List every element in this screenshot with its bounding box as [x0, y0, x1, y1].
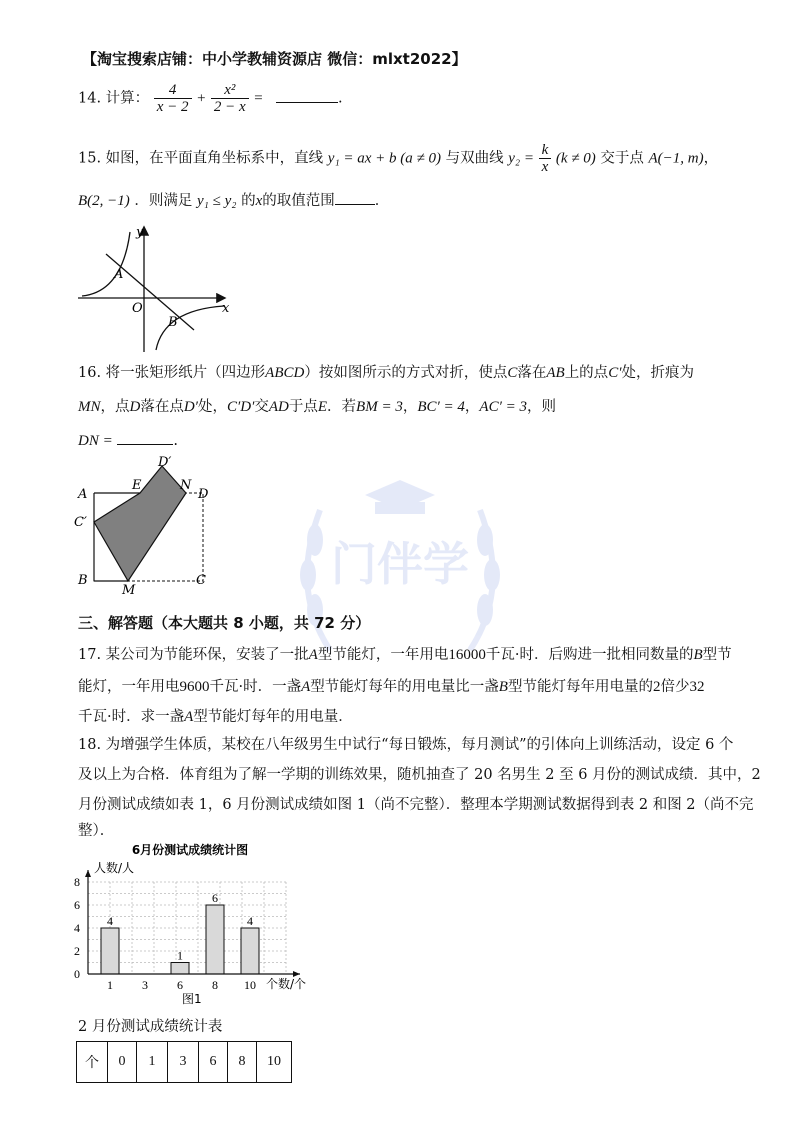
q16-label-m: M	[122, 583, 136, 596]
q15-line-equation: y₁ = ax + b (a ≠ 0)	[327, 150, 442, 167]
q17-2: 2	[652, 679, 661, 695]
bar-value-label: 1	[177, 948, 183, 963]
bar	[241, 928, 259, 974]
q15-figure	[74, 222, 234, 357]
q16-label-e: E	[132, 478, 142, 493]
q15-text-a: 15. 如图，在平面直角坐标系中，直线	[78, 150, 324, 167]
q14-fraction-2	[211, 82, 249, 115]
question-17-line-1	[78, 644, 732, 666]
q17-a: A	[308, 647, 318, 663]
bar	[171, 963, 189, 975]
q16-label-cprime: C′	[74, 515, 87, 530]
q16-label-b: B	[78, 573, 88, 588]
q15-label-a: A	[114, 267, 124, 282]
x-tick-label: 10	[244, 978, 256, 992]
watermark-text: 门伴学	[331, 537, 469, 591]
q15-text-d: ．则满足	[134, 193, 193, 209]
q15-label-x: x	[222, 301, 230, 316]
question-18-line-4: 整）．	[78, 823, 115, 839]
q15-hyperbola-fraction	[539, 142, 552, 175]
q14-fraction-1	[154, 82, 192, 115]
q14-eq: =	[253, 90, 264, 107]
q16-e: E	[317, 399, 328, 415]
table-cell: 0	[108, 1042, 137, 1083]
q16-text-k: ．若	[327, 399, 357, 415]
q17-text-d: 型节	[702, 647, 732, 663]
q15-text-b: 与双曲线	[445, 150, 504, 167]
q17-a-2: A	[301, 679, 311, 695]
q16-sep-2: ，	[464, 399, 480, 415]
q15-inequality: y₁ ≤ y₂	[197, 193, 237, 209]
q16-dn: DN =	[78, 433, 113, 449]
table-cell: 10	[257, 1042, 292, 1083]
x-tick-label: 3	[142, 978, 148, 992]
q16-ab: AB	[546, 365, 565, 381]
q17-text-e: 能灯，一年用电	[78, 679, 180, 695]
q15-point-b: B(2, −1)	[78, 193, 130, 209]
q16-figure	[70, 456, 220, 596]
question-18-line-1: 18. 为增强学生体质，某校在八年级男生中试行“每日锻炼，每月测试”的引体向上训练活动，设定 6 个	[78, 737, 734, 753]
feb-score-table	[76, 1041, 292, 1083]
q15-answer-blank	[335, 190, 375, 205]
q17-text-a: 17. 某公司为节能环保，安装了一批	[78, 647, 309, 663]
q16-cpdp: C′D′	[226, 399, 255, 415]
question-14: 14. 计算： $\frac{4}{x - 2}$ + $\frac{\text{x²}}{2 - x}$ = .	[78, 82, 343, 115]
bar-value-label: 4	[107, 914, 113, 928]
q15-hyperbola-lhs: y₂ =	[508, 150, 534, 167]
table-title: 2 月份测试成绩统计表	[78, 1019, 223, 1035]
q17-text-g: 型节能灯每年的用电量比一盏	[310, 679, 499, 695]
q17-text-f: 千瓦·时．一盏	[209, 679, 302, 695]
q17-16000: 16000	[448, 647, 486, 663]
question-16-line-1	[78, 362, 694, 384]
q16-d: D	[129, 399, 141, 415]
bar	[101, 928, 119, 974]
q16-text-b: ）按如图所示的方式对折，使点	[304, 365, 508, 381]
chart-ylabel: 人数/人	[94, 861, 135, 875]
q16-sep-1: ，	[402, 399, 418, 415]
x-tick-label: 8	[212, 978, 218, 992]
q16-text-c: 落在	[517, 365, 547, 381]
q17-text-k: 型节能灯每年的用电量．	[193, 709, 353, 725]
question-16-line-2	[78, 396, 556, 418]
chart-xlabel: 个数/个	[266, 977, 307, 991]
q14-tail: .	[338, 90, 343, 107]
question-15-line-2	[78, 190, 389, 212]
q16-label-a: A	[78, 487, 88, 502]
q15-end: ．	[374, 193, 390, 209]
q16-text-e: 处，折痕为	[621, 365, 694, 381]
q16-mn: MN	[78, 399, 101, 415]
q14-f1-den: x − 2	[156, 99, 189, 115]
chart-caption: 图1	[182, 992, 202, 1006]
y-tick-label: 6	[74, 898, 80, 912]
q16-abcd: ABCD	[265, 365, 305, 381]
q16-text-j: 于点	[288, 399, 318, 415]
q17-b: B	[693, 647, 703, 663]
table-cell: 3	[168, 1042, 199, 1083]
q16-label-c: C	[196, 573, 206, 588]
q15-text-c: 交于点	[600, 150, 644, 167]
question-18-line-3: 月份测试成绩如表 1，6 月份测试成绩如图 1（尚不完整）．整理本学期测试数据得到表 2 和图 2（尚不完	[78, 797, 754, 813]
q14-f2-den: 2 − x	[213, 99, 246, 115]
q17-9600: 9600	[179, 679, 210, 695]
x-tick-label: 1	[107, 978, 113, 992]
q16-ad: AD	[268, 399, 289, 415]
question-17-line-2	[78, 676, 704, 698]
q16-label-d: D	[198, 487, 209, 502]
q15-line	[106, 254, 194, 330]
q15-comma: ，	[703, 150, 719, 167]
q16-answer-blank	[117, 430, 173, 445]
q17-a-3: A	[184, 709, 194, 725]
q16-dprime: D′	[183, 399, 198, 415]
q15-point-a: A(−1, m)	[648, 150, 704, 167]
q15-hyp-num: k	[539, 142, 552, 159]
y-tick-label: 8	[74, 875, 80, 889]
june-score-bar-chart	[64, 838, 324, 1013]
q15-label-o: O	[132, 301, 143, 316]
q15-text-e: 的	[241, 193, 256, 209]
y-tick-label: 2	[74, 944, 80, 958]
q17-32: 32	[689, 679, 705, 695]
table-row	[77, 1042, 292, 1083]
chart-title: 6月份测试成绩统计图	[131, 843, 249, 857]
q16-cprime: C′	[608, 365, 622, 381]
y-tick-label: 4	[74, 921, 80, 935]
q16-text-d: 上的点	[564, 365, 609, 381]
q15-hyperbola-left	[82, 232, 130, 296]
q15-hyp-cond: (k ≠ 0)	[555, 150, 596, 167]
bar-value-label: 4	[247, 914, 253, 928]
bar	[206, 905, 224, 974]
q16-text-a: 16. 将一张矩形纸片（四边形	[78, 365, 266, 381]
q15-text-f: 的取值范围	[262, 193, 335, 209]
q16-bm: BM = 3	[356, 399, 403, 415]
q15-label-y: y	[136, 225, 144, 240]
table-cell: 6	[199, 1042, 228, 1083]
q16-text-l: ，则	[526, 399, 556, 415]
q17-text-b: 型节能灯，一年用电	[317, 647, 449, 663]
question-17-line-3	[78, 706, 353, 728]
q16-text-f: ，点	[100, 399, 130, 415]
bar-value-label: 6	[212, 891, 218, 905]
question-16-line-3	[78, 430, 178, 452]
question-18-line-2: 及以上为合格．体育组为了解一学期的训练效果，随机抽查了 20 名男生 2 至 6 月份的测试成绩．其中，2	[78, 767, 761, 783]
x-tick-label: 6	[177, 978, 183, 992]
q16-text-h: 处，	[197, 399, 227, 415]
section-3-heading: 三、解答题（本大题共 8 小题，共 72 分）	[78, 614, 371, 632]
q17-text-h: 型节能灯每年用电量的	[507, 679, 653, 695]
y-axis-arrow	[85, 870, 91, 877]
q14-f2-num: x²	[211, 82, 249, 99]
q17-text-c: 千瓦·时．后购进一批相同数量的	[485, 647, 694, 663]
q14-answer-blank	[276, 88, 338, 103]
q17-text-j: 千瓦·时．求一盏	[78, 709, 185, 725]
q15-hyperbola-right	[156, 306, 224, 350]
y-tick-label: 0	[74, 967, 80, 981]
question-15-line-1	[78, 142, 718, 175]
q16-label-dprime: D′	[158, 456, 172, 470]
q15-hyp-den: x	[541, 159, 549, 175]
q16-end: .	[173, 433, 178, 449]
q15-label-b: B	[168, 315, 178, 330]
q15-x: x	[255, 193, 263, 209]
q14-prefix: 14. 计算：	[78, 90, 150, 107]
q16-label-n: N	[180, 478, 192, 493]
q16-acp: AC′ = 3	[479, 399, 527, 415]
q17-text-i: 倍少	[660, 679, 690, 695]
q16-bcp: BC′ = 4	[417, 399, 465, 415]
table-cell: 个	[77, 1042, 108, 1083]
q17-b-2: B	[498, 679, 508, 695]
q16-text-g: 落在点	[140, 399, 184, 415]
q14-f1-num: 4	[154, 82, 192, 99]
q16-c: C	[507, 365, 518, 381]
q16-text-i: 交	[254, 399, 269, 415]
table-cell: 1	[137, 1042, 168, 1083]
banner: 【淘宝搜索店铺：中小学教辅资源店 微信：mlxt2022】	[82, 50, 467, 68]
table-cell: 8	[228, 1042, 257, 1083]
